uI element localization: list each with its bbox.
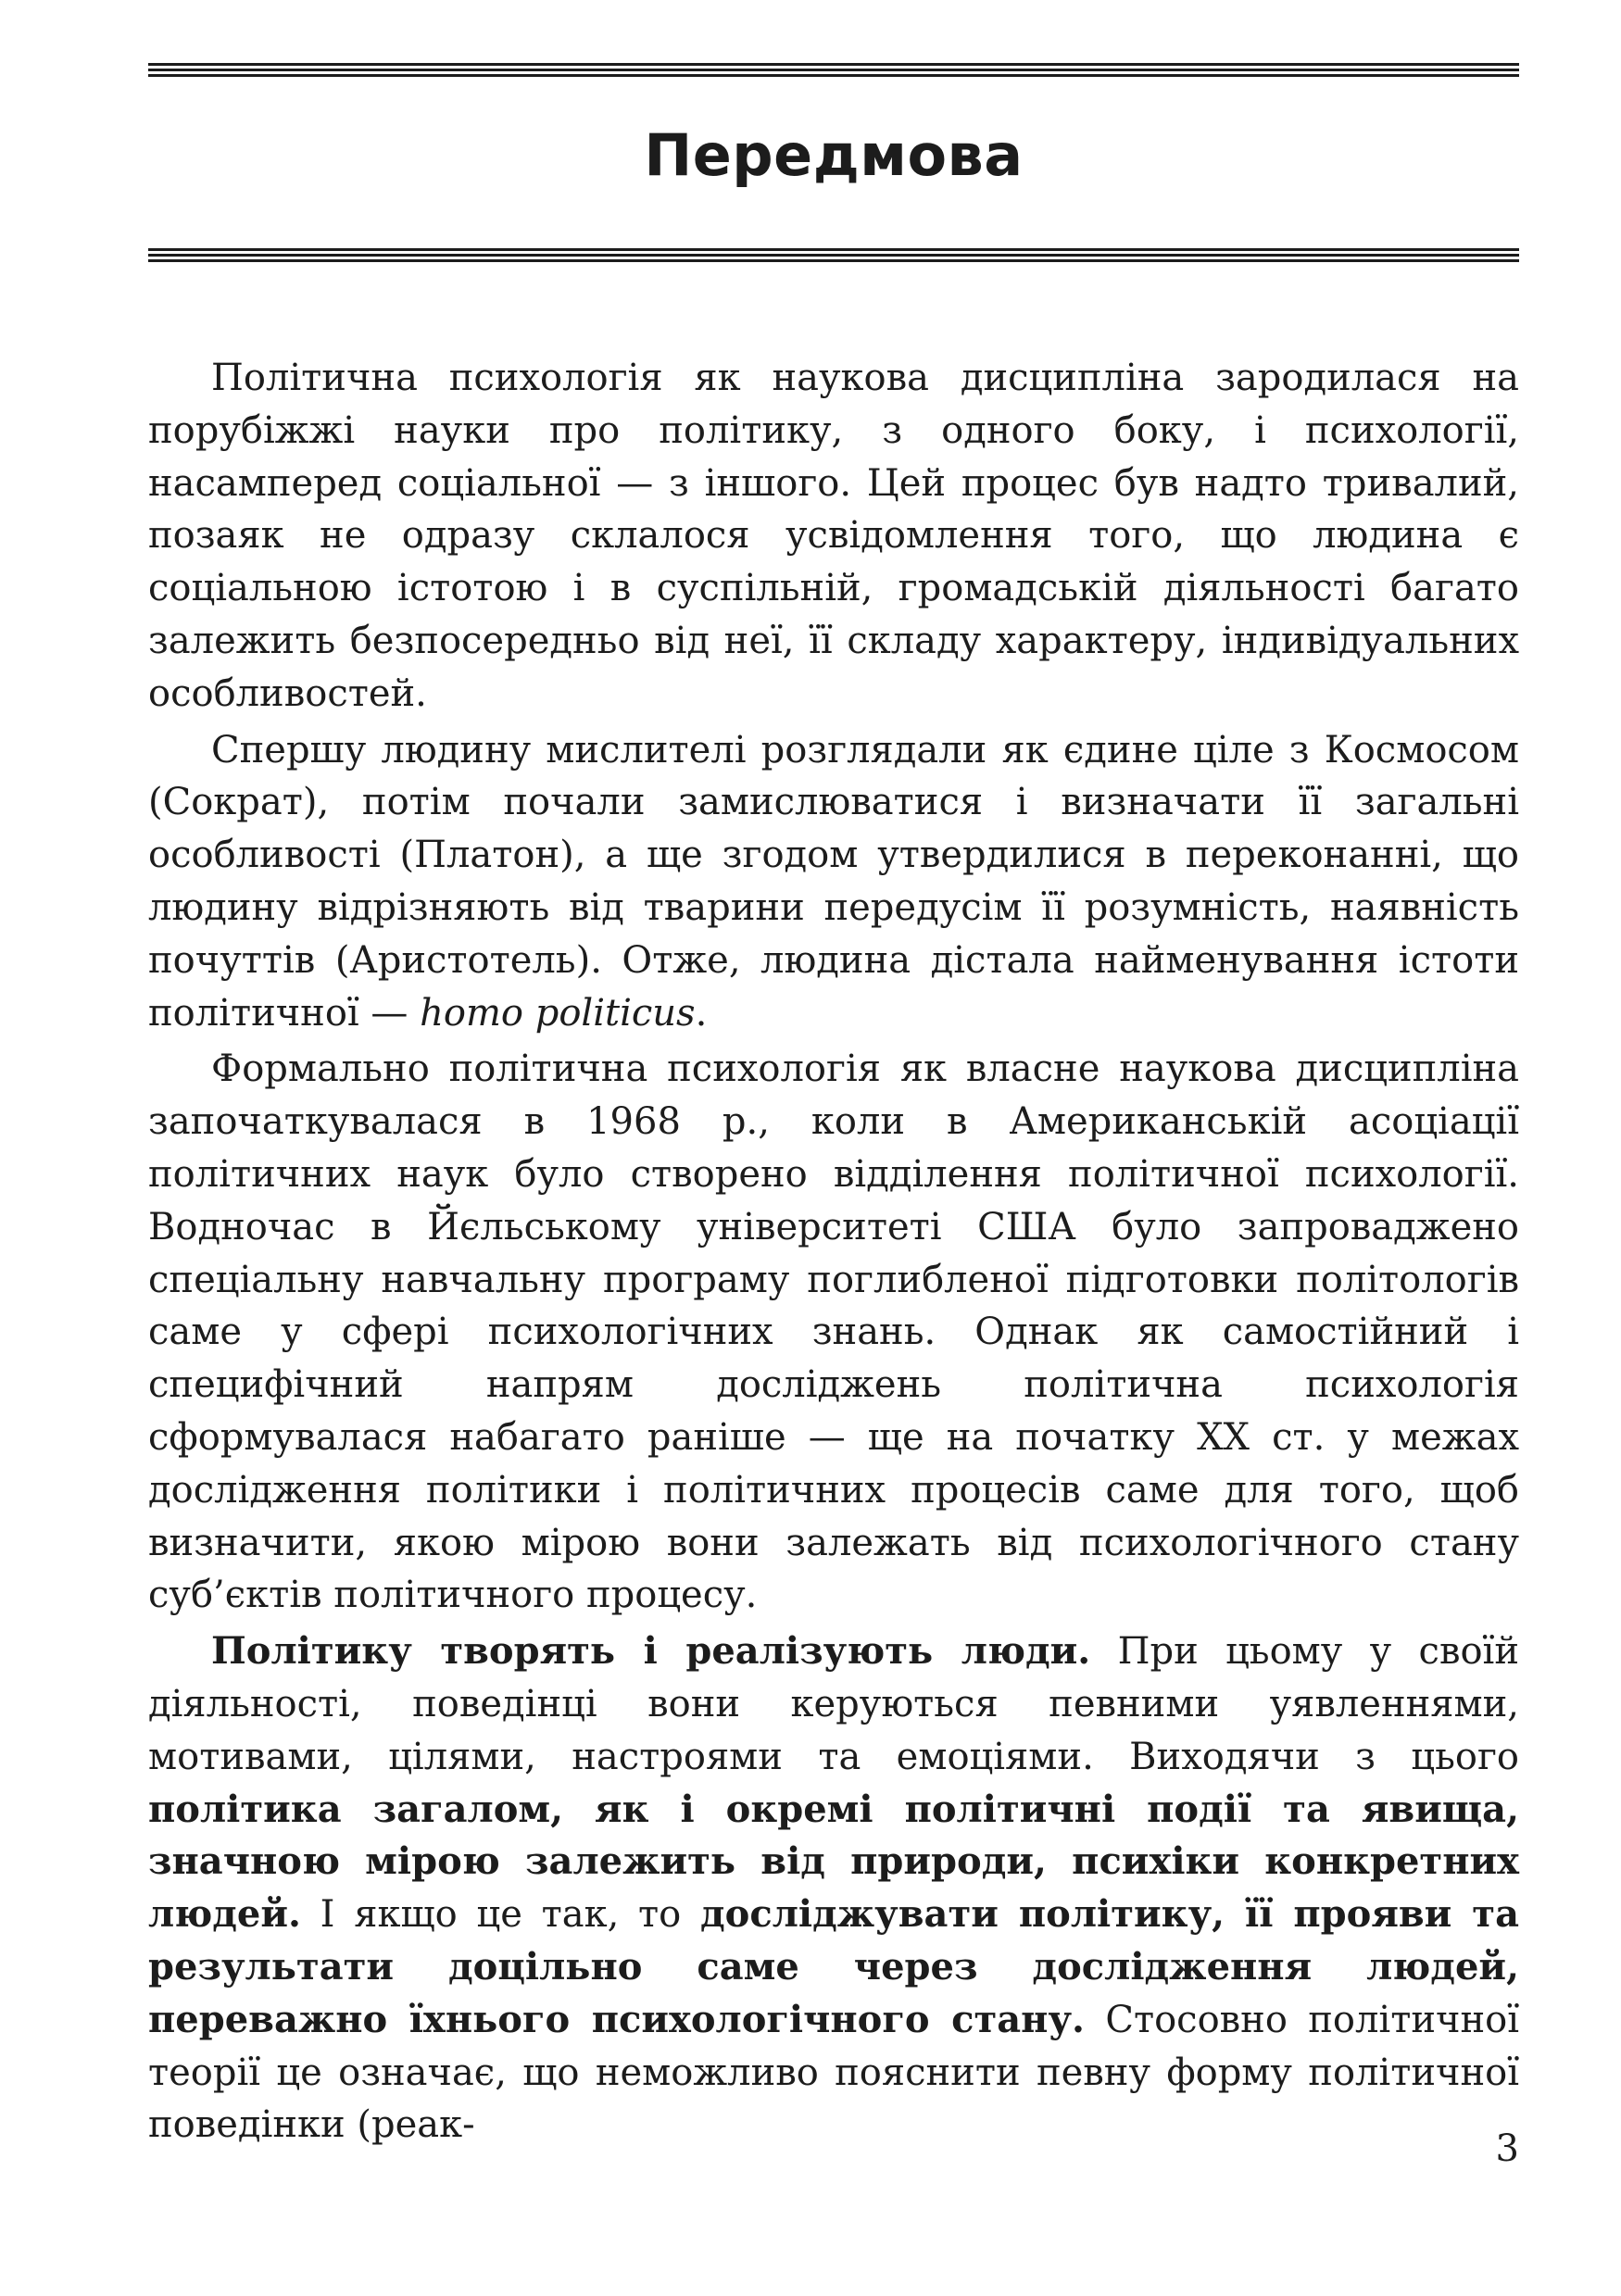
paragraph-3: Формально політична психологія як власне наукова дисципліна започаткувалася в 1968 р., коли в Американській асоціації політичних наук було створено відділення політичної психології. Водночас в Йєльському університеті США було запроваджено спеціальну навчальну програму поглибленої підготовки політологів саме у сфері психологічних знань. Однак як самостійний і специфічний напрям досліджень політична психологія сформувалася набагато раніше — ще на початку XX ст. у межах дослідження політики і політичних процесів саме для того, щоб визначити, якою мірою вони залежать від психологічного стану суб’єктів політичного процесу. bbox=[148, 1048, 1519, 1617]
paragraph-2-end: . bbox=[695, 991, 708, 1035]
chapter-title: Передмова bbox=[644, 121, 1024, 189]
emphasis-1: Політику творять і реалізують люди. bbox=[211, 1629, 1091, 1674]
page-number: 3 bbox=[1495, 2127, 1519, 2170]
paragraph-2 bbox=[148, 724, 1519, 1040]
paragraph-4-text-1: При цьому у своїй діяльності, поведінці вони керуються певними уявленнями, мотивами, цілями, настроями та емоціями. Виходячи з цього bbox=[148, 1630, 1519, 1778]
bottom-triple-rule bbox=[148, 248, 1519, 263]
paragraph-4 bbox=[148, 1625, 1519, 2152]
latin-term: homo politicus bbox=[420, 991, 696, 1035]
rule-line bbox=[148, 69, 1519, 71]
paragraph-4-text-2: І якщо це так, то bbox=[300, 1893, 700, 1937]
paragraph-1: Політична психологія як наукова дисципліна зародилася на порубіжжі науки про політику, з одного боку, і психології, насамперед соціальної — з іншого. Цей процес був надто тривалий, позаяк не одразу склалося усвідомлення того, що людина є соціальною істотою і в суспільній, громадській діяльності багато залежить безпосередньо від неї, її складу характеру, індивідуальних особливостей. bbox=[148, 357, 1519, 715]
paragraph-4-text-3: Стосовно політичної теорії це означає, що неможливо пояснити певну форму політичної поведінки (реак- bbox=[148, 1998, 1519, 2147]
main-text bbox=[148, 352, 1519, 2152]
rule-line bbox=[148, 74, 1519, 77]
rule-line bbox=[148, 63, 1519, 66]
top-triple-rule bbox=[148, 63, 1519, 78]
rule-line bbox=[148, 259, 1519, 262]
rule-line bbox=[148, 254, 1519, 257]
paragraph-2-text: Спершу людину мислителі розглядали як єдине ціле з Космосом (Сократ), потім почали замислюватися і визначати її загальні особливості (Платон), а ще згодом утвердилися в переконанні, що людину відрізняють від тварини передусім її розумність, наявність почуттів (Аристотель). Отже, людина дістала найменування істоти політичної — bbox=[148, 728, 1519, 1035]
emphasis-2: політика загалом, як і окремі політичні події та явища, значною мірою залежить від природи, психіки конкретних людей. bbox=[148, 1787, 1519, 1937]
emphasis-3: досліджувати політику, її прояви та результати доцільно саме через дослідження людей, переважно їхнього психологічного стану. bbox=[148, 1892, 1519, 2041]
rule-line bbox=[148, 248, 1519, 251]
